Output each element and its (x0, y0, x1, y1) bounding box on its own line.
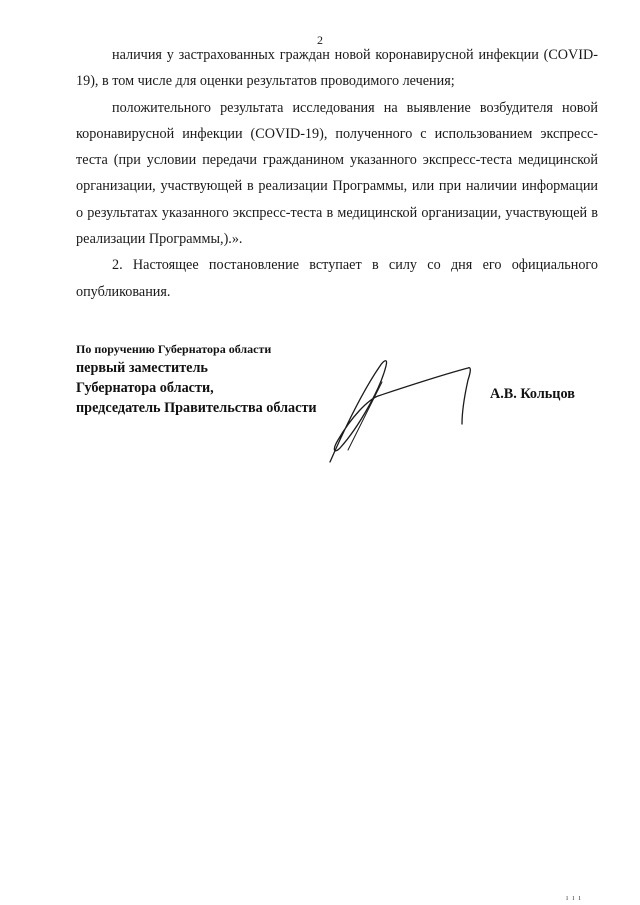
signatory-line-2: первый заместитель (76, 360, 208, 376)
signatory-line-3: Губернатора области, (76, 380, 214, 396)
signatory-title-block (76, 340, 317, 418)
paragraph-express-test: положительного результата исследования на выявление возбудителя новой коронавирусной инфекции (COVID-19), полученного с использованием экспресс-теста (при условии передачи гражданином указанного экспресс-теста медицинской организации, участвующей в реализации Программы, или при наличии информации о результатах указанного экспресс-теста в медицинской организации, участвующей в реализации Программы,).». (76, 99, 598, 248)
paragraph-continuation: наличия у застрахованных граждан новой коронавирусной инфекции (COVID-19), в том числе для оценки результатов проводимого лечения; (76, 47, 598, 90)
signatory-line-1: По поручению Губернатора области (76, 342, 272, 356)
signatory-line-4: председатель Правительства области (76, 400, 317, 416)
signatory-name: А.В. Кольцов (490, 386, 575, 402)
handwritten-signature (318, 352, 488, 467)
page-number: 2 (317, 33, 323, 47)
paragraph-effective-date: 2. Настоящее постановление вступает в силу со дня его официального опубликования. (76, 257, 598, 300)
footer-mark: ı ı ı (566, 893, 582, 902)
document-body (76, 42, 598, 305)
